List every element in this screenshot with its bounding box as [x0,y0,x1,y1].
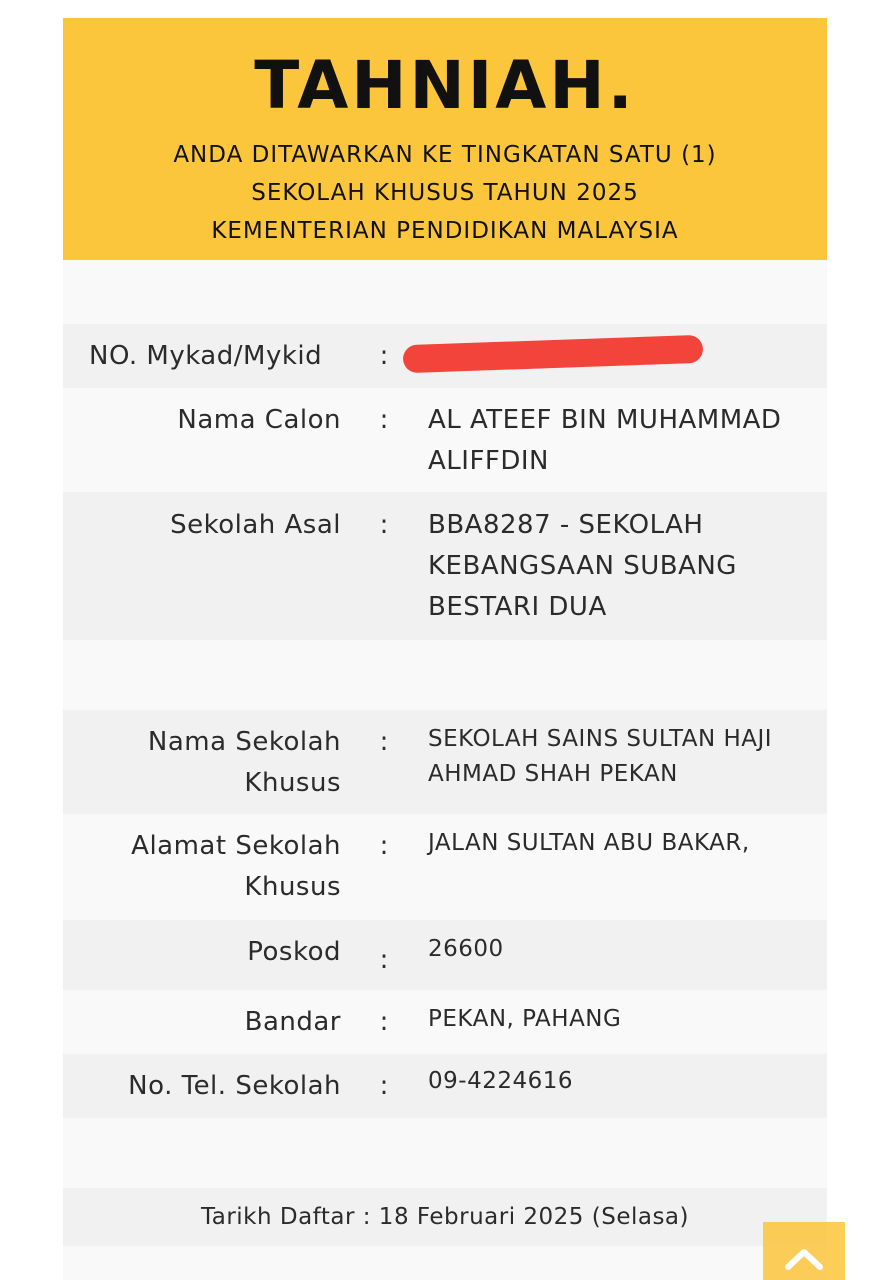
poskod-colon: : [379,945,389,975]
nama-sekolah-khusus-colon: : [379,727,389,757]
banner-line-3: KEMENTERIAN PENDIDIKAN MALAYSIA [211,218,679,244]
banner-title: TAHNIAH. [254,47,636,124]
row-bandar [63,990,827,1054]
nama-calon-label: Nama Calon [177,405,341,435]
mykad-label: NO. Mykad/Mykid [89,341,323,371]
bandar-colon: : [379,1007,389,1037]
chevron-up-icon [785,1248,823,1270]
alamat-sekolah-khusus-label: Alamat Sekolah Khusus [131,831,341,902]
redaction-mark [403,335,704,373]
no-tel-label: No. Tel. Sekolah [128,1071,341,1101]
banner-line-1: ANDA DITAWARKAN KE TINGKATAN SATU (1) [173,142,717,168]
row-mykad [63,324,827,388]
mykad-colon: : [379,341,389,371]
alamat-sekolah-khusus-colon: : [379,831,389,861]
congratulations-banner [63,18,827,260]
bandar-value: PEKAN, PAHANG [428,1006,622,1032]
row-nama-sekolah-khusus [63,710,827,814]
row-alamat-sekolah-khusus [63,814,827,920]
alamat-sekolah-khusus-value: JALAN SULTAN ABU BAKAR, [428,830,750,856]
offer-card [63,18,827,1280]
nama-calon-colon: : [379,405,389,435]
sekolah-asal-label: Sekolah Asal [170,510,341,540]
no-tel-colon: : [379,1071,389,1101]
nama-calon-value: AL ATEEF BIN MUHAMMAD ALIFFDIN [428,405,782,476]
banner-line-2: SEKOLAH KHUSUS TAHUN 2025 [251,180,639,206]
bandar-label: Bandar [244,1007,341,1037]
row-nama-calon [63,388,827,492]
row-poskod [63,920,827,990]
poskod-label: Poskod [247,937,341,967]
nama-sekolah-khusus-label: Nama Sekolah Khusus [147,727,341,798]
scroll-to-top-button[interactable] [763,1222,845,1280]
row-no-tel [63,1054,827,1118]
no-tel-value: 09-4224616 [428,1068,573,1094]
row-tarikh-daftar [63,1188,827,1246]
nama-sekolah-khusus-value: SEKOLAH SAINS SULTAN HAJI AHMAD SHAH PEKAN [428,726,773,787]
row-sekolah-asal [63,492,827,640]
poskod-value: 26600 [428,936,504,962]
sekolah-asal-value: BBA8287 - SEKOLAH KEBANGSAAN SUBANG BESTARI DUA [428,510,737,622]
tarikh-daftar-text: Tarikh Daftar : 18 Februari 2025 (Selasa) [200,1204,689,1230]
sekolah-asal-colon: : [379,510,389,540]
